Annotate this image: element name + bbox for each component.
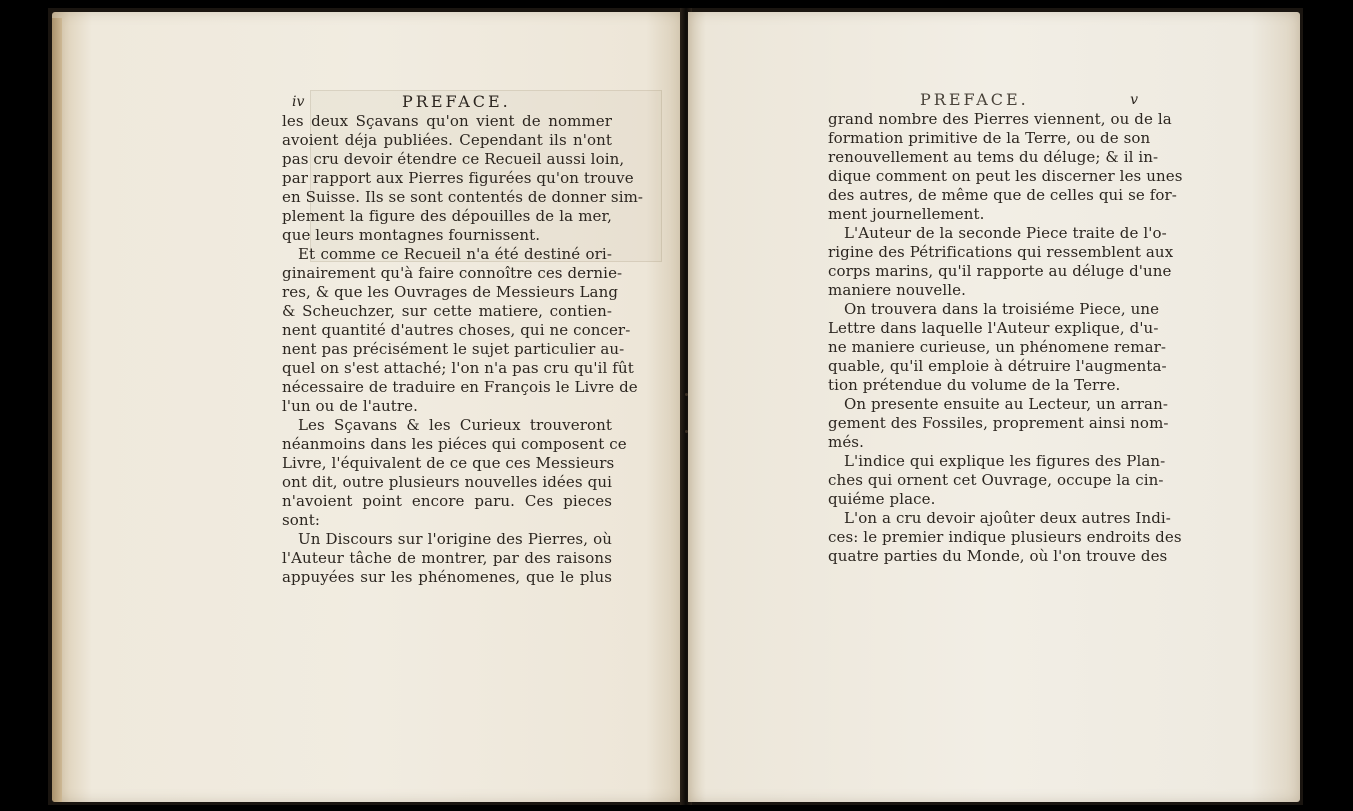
right-header-title: PREFACE. <box>920 90 1029 109</box>
text-line: Et comme ce Recueil n'a été destiné ori- <box>298 245 612 263</box>
text-line: Un Discours sur l'origine des Pierres, où <box>298 530 612 548</box>
text-line: grand nombre des Pierres viennent, ou de la <box>828 110 1172 128</box>
text-line: avoient déja publiées. Cependant ils n'ont <box>282 131 612 149</box>
text-line: l'Auteur tâche de montrer, par des raisons <box>282 549 612 567</box>
text-line: des autres, de même que de celles qui se for- <box>828 186 1177 204</box>
text-line: ment journellement. <box>828 205 985 223</box>
left-body-text <box>282 112 644 587</box>
right-text-block <box>828 90 1183 566</box>
text-line: On trouvera dans la troisiéme Piece, une <box>844 300 1160 318</box>
text-line: quel on s'est attaché; l'on n'a pas cru qu'il fût <box>282 359 634 377</box>
text-line: ches qui ornent cet Ouvrage, occupe la cin- <box>828 471 1164 489</box>
left-running-header <box>282 92 612 112</box>
text-line: nécessaire de traduire en François le Livre de <box>282 378 638 396</box>
left-header-title: PREFACE. <box>402 92 511 111</box>
left-text-block <box>282 92 644 587</box>
text-line: corps marins, qu'il rapporte au déluge d'une <box>828 262 1172 280</box>
text-line: maniere nouvelle. <box>828 281 966 299</box>
text-line: sont: <box>282 511 320 529</box>
text-line: ginairement qu'à faire connoître ces dernie- <box>282 264 623 282</box>
page-edge <box>52 18 62 802</box>
text-line: les deux Sçavans qu'on vient de nommer <box>282 112 612 130</box>
text-line: en Suisse. Ils se sont contentés de donner sim- <box>282 188 644 206</box>
text-line: dique comment on peut les discerner les unes <box>828 167 1183 185</box>
text-line: més. <box>828 433 864 451</box>
text-line: L'indice qui explique les figures des Plan- <box>844 452 1166 470</box>
text-line: renouvellement au tems du déluge; & il in- <box>828 148 1159 166</box>
text-line: ne maniere curieuse, un phénomene remar- <box>828 338 1167 356</box>
text-line: Livre, l'équivalent de ce que ces Messieurs <box>282 454 615 472</box>
text-line: nent quantité d'autres choses, qui ne concer- <box>282 321 631 339</box>
text-line: que leurs montagnes fournissent. <box>282 226 541 244</box>
text-line: appuyées sur les phénomenes, que le plus <box>282 568 612 586</box>
left-folio: iv <box>292 94 305 110</box>
text-line: L'on a cru devoir ajoûter deux autres Indi- <box>844 509 1171 527</box>
left-page <box>52 12 684 802</box>
right-body-text <box>828 110 1183 566</box>
text-line: res, & que les Ouvrages de Messieurs Lang <box>282 283 619 301</box>
open-book <box>48 8 1303 805</box>
right-running-header <box>828 90 1138 110</box>
text-line: L'Auteur de la seconde Piece traite de l'o- <box>844 224 1167 242</box>
text-line: Lettre dans laquelle l'Auteur explique, d'u- <box>828 319 1159 337</box>
text-line: quable, qu'il emploie à détruire l'augmenta- <box>828 357 1167 375</box>
text-line: gement des Fossiles, proprement ainsi nom- <box>828 414 1169 432</box>
text-line: nent pas précisément le sujet particulier au- <box>282 340 625 358</box>
text-line: l'un ou de l'autre. <box>282 397 418 415</box>
text-line: formation primitive de la Terre, ou de son <box>828 129 1151 147</box>
text-line: plement la figure des dépouilles de la mer, <box>282 207 612 225</box>
right-page <box>688 12 1300 802</box>
text-line: rigine des Pétrifications qui ressemblent aux <box>828 243 1174 261</box>
text-line: néanmoins dans les piéces qui composent ce <box>282 435 627 453</box>
text-line: ont dit, outre plusieurs nouvelles idées qui <box>282 473 612 491</box>
text-line: tion prétendue du volume de la Terre. <box>828 376 1121 394</box>
text-line: quatre parties du Monde, où l'on trouve des <box>828 547 1168 565</box>
text-line: quiéme place. <box>828 490 936 508</box>
text-line: Les Sçavans & les Curieux trouveront <box>298 416 612 434</box>
text-line: & Scheuchzer, sur cette matiere, contien- <box>282 302 612 320</box>
right-folio: v <box>1130 92 1138 108</box>
text-line: On presente ensuite au Lecteur, un arran- <box>844 395 1169 413</box>
text-line: ces: le premier indique plusieurs endroits des <box>828 528 1182 546</box>
text-line: n'avoient point encore paru. Ces pieces <box>282 492 612 510</box>
text-line: pas cru devoir étendre ce Recueil aussi loin, <box>282 150 625 168</box>
text-line: par rapport aux Pierres figurées qu'on trouve <box>282 169 634 187</box>
